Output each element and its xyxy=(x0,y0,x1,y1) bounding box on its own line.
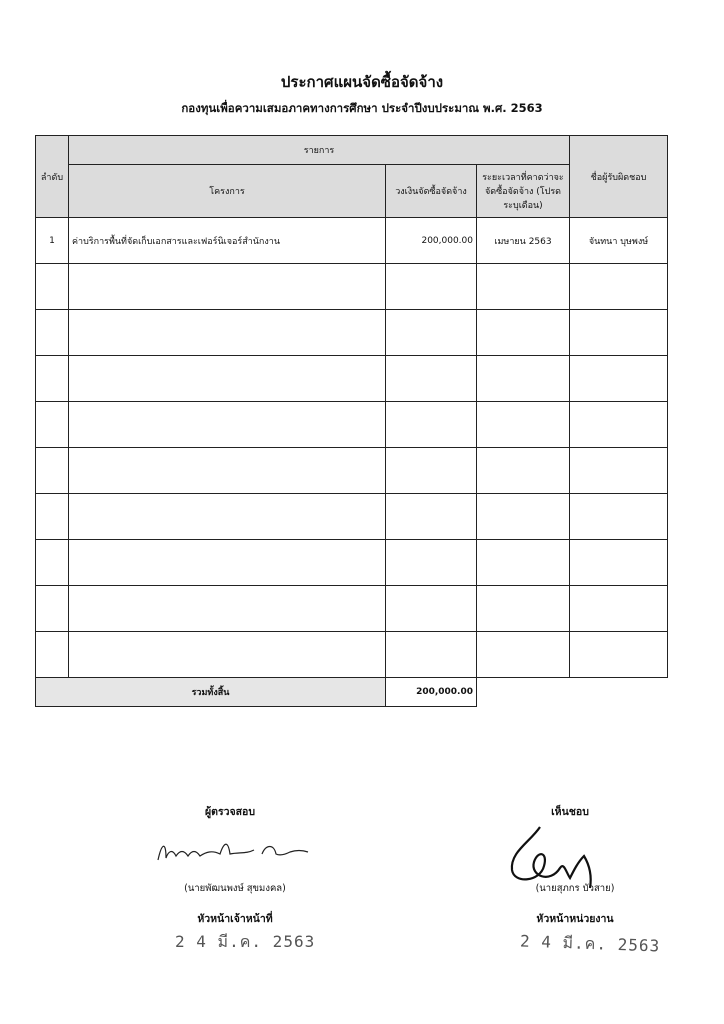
table-row-empty xyxy=(36,632,668,678)
approver-label: เห็นชอบ xyxy=(551,806,589,818)
table-row-empty xyxy=(36,402,668,448)
reviewer-name: (นายพัฒนพงษ์ สุขมงคล) xyxy=(184,883,286,894)
approver-date-stamp: 2 4 มี.ค. 2563 xyxy=(519,931,661,956)
header-project: โครงการ xyxy=(69,165,386,218)
table-row-empty xyxy=(36,310,668,356)
header-items: รายการ xyxy=(69,136,570,165)
cell-budget: 200,000.00 xyxy=(386,218,477,264)
header-period: ระยะเวลาที่คาดว่าจะจัดซื้อจัดจ้าง (โปรดระบุเดือน) xyxy=(477,165,570,218)
table-row-empty xyxy=(36,264,668,310)
approver-position: หัวหน้าหน่วยงาน xyxy=(536,913,614,925)
cell-period: เมษายน 2563 xyxy=(477,218,570,264)
table-row-empty xyxy=(36,586,668,632)
document-subtitle: กองทุนเพื่อความเสมอภาคทางการศึกษา ประจำปีงบประมาณ พ.ศ. 2563 xyxy=(181,101,543,115)
reviewer-signature xyxy=(150,832,320,872)
cell-no: 1 xyxy=(36,218,69,264)
header-responsible: ชื่อผู้รับผิดชอบ xyxy=(570,136,668,218)
procurement-plan-table xyxy=(35,135,668,707)
document-title: ประกาศแผนจัดซื้อจัดจ้าง xyxy=(280,73,444,91)
total-value: 200,000.00 xyxy=(386,678,477,707)
table-row xyxy=(36,218,668,264)
cell-project: ค่าบริการพื้นที่จัดเก็บเอกสารและเฟอร์นิเจอร์สำนักงาน xyxy=(69,218,386,264)
table-row-empty xyxy=(36,448,668,494)
table-row-empty xyxy=(36,540,668,586)
reviewer-label: ผู้ตรวจสอบ xyxy=(204,806,256,818)
reviewer-date-stamp: 2 4 มี.ค. 2563 xyxy=(175,932,316,951)
reviewer-position: หัวหน้าเจ้าหน้าที่ xyxy=(197,913,273,925)
table-row-empty xyxy=(36,356,668,402)
total-row xyxy=(36,678,668,707)
approver-name: (นายสุภกร บัวสาย) xyxy=(535,883,615,894)
cell-responsible: จันทนา บุษพงษ์ xyxy=(570,218,668,264)
table-row-empty xyxy=(36,494,668,540)
total-label: รวมทั้งสิ้น xyxy=(36,678,386,707)
header-budget: วงเงินจัดซื้อจัดจ้าง xyxy=(386,165,477,218)
header-no: ลำดับ xyxy=(36,136,69,218)
